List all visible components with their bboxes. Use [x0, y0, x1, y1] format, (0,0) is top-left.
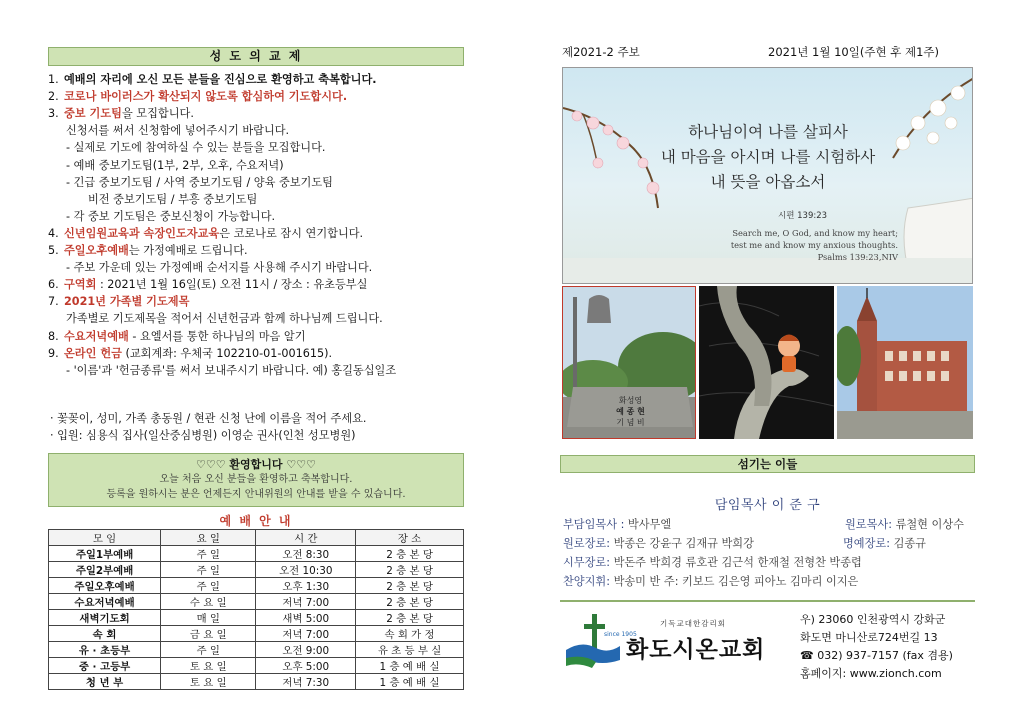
- verse-image: [562, 67, 973, 284]
- schedule-cell-time: 오전 10:30: [256, 562, 356, 578]
- news-item: [66, 208, 275, 225]
- schedule-cell-time: 저녁 7:00: [256, 594, 356, 610]
- news-item: [66, 139, 325, 156]
- schedule-row: [49, 562, 464, 578]
- news-item-highlight: 수요저녁예배: [64, 329, 129, 343]
- staff-active-label: 시무장로:: [563, 556, 614, 569]
- issue-number: 제2021-2 주보: [562, 45, 640, 59]
- news-item: [66, 174, 333, 191]
- monument-line1: 화성영: [618, 396, 643, 405]
- schedule-cell-day: 주 일: [161, 562, 256, 578]
- news-item: [48, 293, 189, 310]
- news-item-text: 신청서를 써서 신청함에 넣어주시기 바랍니다.: [66, 124, 290, 138]
- notes-list: [50, 410, 470, 444]
- schedule-row: [49, 610, 464, 626]
- news-item-highlight: 신년임원교육과 속장인도자교육: [64, 226, 220, 240]
- verse-english-line2: test me and know my anxious thoughts.: [730, 240, 898, 250]
- staff-honorary: [843, 535, 926, 551]
- church-denomination: 기독교대한감리회: [660, 619, 726, 628]
- schedule-cell-meeting: 유 · 초등부: [49, 642, 161, 658]
- schedule-cell-meeting: 수요저녁예배: [49, 594, 161, 610]
- news-item: [66, 122, 289, 139]
- staff-associate-label: 부담임목사 :: [563, 518, 628, 531]
- news-item-text: - 주보 가운데 있는 가정예배 순서지를 사용해 주시기 바랍니다.: [66, 261, 373, 275]
- monument-text: [583, 395, 678, 428]
- news-item: [48, 225, 363, 242]
- news-item: [66, 259, 372, 276]
- staff-choir-label: 찬양지휘:: [563, 575, 614, 588]
- verse-korean: [623, 120, 913, 195]
- schedule-cell-day: 수 요 일: [161, 594, 256, 610]
- news-item-text: - 실제로 기도에 참여하실 수 있는 분들을 모집합니다.: [66, 141, 326, 155]
- schedule-cell-place: 1 층 예 배 실: [356, 674, 464, 690]
- schedule-cell-day: 매 일: [161, 610, 256, 626]
- schedule-table: [48, 529, 464, 690]
- schedule-cell-time: 오전 9:00: [256, 642, 356, 658]
- staff-active-value: 박돈주 박희경 류호관 김근석 한재철 전형찬 박종렵: [613, 556, 862, 569]
- news-item-number: 1.: [48, 73, 59, 86]
- verse-korean-line2: 내 마음을 아시며 나를 시험하사: [660, 148, 876, 166]
- staff-emeritus: [845, 516, 964, 532]
- schedule-header-row: [49, 530, 464, 546]
- schedule-cell-time: 저녁 7:00: [256, 626, 356, 642]
- news-item-number: 7.: [48, 295, 59, 309]
- staff-choir-value: 박송미 반 주: 키보드 김은영 피아노 김마리 이지은: [613, 575, 859, 588]
- senior-pastor: 담임목사 이 준 구: [714, 498, 821, 513]
- news-item-number: 4.: [48, 226, 59, 240]
- schedule-cell-meeting: 중 · 고등부: [49, 658, 161, 674]
- news-item-number: 2.: [48, 90, 59, 104]
- staff-elders-value: 박종은 강윤구 김재규 박희강: [613, 537, 754, 550]
- news-item: [48, 105, 194, 122]
- church-address2: 화도면 마니산로724번길 13: [800, 631, 938, 644]
- schedule-table-wrap: [48, 529, 464, 690]
- verse-english-line3: Psalms 139:23,NIV: [817, 252, 898, 262]
- news-item-text: (교회계좌: 우체국 102210-01-001615).: [121, 346, 333, 360]
- monument-line3: 기 념 비: [616, 418, 645, 427]
- news-item-text: 2021년 가족별 기도제목: [64, 295, 190, 309]
- news-item-highlight: 구역회: [64, 278, 97, 292]
- verse-korean-line3: 내 뜻을 아옵소서: [710, 173, 826, 191]
- schedule-cell-meeting: 주일오후예배: [49, 578, 161, 594]
- church-since: since 1905: [604, 631, 637, 638]
- news-item-highlight: 중보 기도팀: [64, 107, 122, 121]
- news-item-text: - 예배 중보기도팀(1부, 2부, 오후, 수요저녁): [66, 158, 284, 172]
- schedule-cell-place: 2 층 본 당: [356, 594, 464, 610]
- news-item: [66, 362, 396, 379]
- staff-associate: [563, 516, 671, 532]
- news-item: [66, 310, 383, 327]
- news-item: [48, 88, 347, 105]
- note-hospital: · 입원: 심용식 집사(일산중심병원) 이영순 권사(인천 성모병원): [50, 429, 356, 442]
- schedule-row: [49, 626, 464, 642]
- schedule-row: [49, 546, 464, 562]
- news-item-text: - 각 중보 기도팀은 중보신청이 가능합니다.: [66, 209, 276, 223]
- news-item-text: 는 가정예배로 드립니다.: [128, 244, 248, 257]
- cross-logo-icon: [562, 610, 622, 670]
- footer-divider: [560, 600, 975, 602]
- church-address1: 우) 23060 인천광역시 강화군: [800, 613, 946, 626]
- news-item-highlight: 온라인 헌금: [64, 346, 122, 360]
- staff-emeritus-label: 원로목사:: [845, 518, 896, 531]
- schedule-cell-time: 저녁 7:30: [256, 674, 356, 690]
- news-item-text: 을 모집합니다.: [121, 107, 194, 121]
- news-item-number: 9.: [48, 346, 59, 360]
- welcome-box: [48, 453, 464, 507]
- news-item-text: 예배의 자리에 오신 모든 분들을 진심으로 환영하고 축복합니다.: [64, 73, 377, 86]
- staff-active: [563, 554, 862, 570]
- schedule-cell-time: 새벽 5:00: [256, 610, 356, 626]
- schedule-cell-place: 2 층 본 당: [356, 562, 464, 578]
- church-name: 화도시온교회: [626, 637, 766, 663]
- schedule-cell-place: 속 회 가 정: [356, 626, 464, 642]
- staff-elders: [563, 535, 754, 551]
- schedule-cell-day: 주 일: [161, 546, 256, 562]
- photo-bell-monument: [562, 286, 696, 439]
- schedule-row: [49, 642, 464, 658]
- schedule-header-day: 요 일: [161, 530, 256, 546]
- church-logo: [562, 610, 792, 670]
- schedule-cell-place: 2 층 본 당: [356, 546, 464, 562]
- news-item-text: - '이름'과 '헌금종류'를 써서 보내주시기 바랍니다. 예) 홍길동십일조: [66, 363, 397, 377]
- schedule-header-time: 시 간: [256, 530, 356, 546]
- verse-korean-line1: 하나님이여 나를 살피사: [688, 123, 848, 141]
- news-item-text: 코로나 바이러스가 확산되지 않도록 합심하여 기도합시다.: [64, 90, 348, 104]
- schedule-cell-day: 토 요 일: [161, 658, 256, 674]
- news-list: [48, 71, 468, 379]
- note-flowers: · 꽃꽂이, 성미, 가족 총동원 / 현관 신청 난에 이름을 적어 주세요.: [50, 412, 367, 425]
- welcome-line1: 오늘 처음 오신 분들을 환영하고 축복합니다.: [159, 474, 353, 485]
- news-item: [48, 71, 377, 88]
- schedule-row: [49, 594, 464, 610]
- schedule-cell-meeting: 새벽기도회: [49, 610, 161, 626]
- staff-associate-value: 박사무엘: [627, 518, 672, 531]
- monument-line2: 예 종 현: [616, 407, 645, 416]
- welcome-title: ♡♡♡ 환영합니다 ♡♡♡: [196, 458, 316, 471]
- staff-emeritus-value: 류철현 이상수: [895, 518, 964, 531]
- schedule-header-place: 장 소: [356, 530, 464, 546]
- issue-date: 2021년 1월 10일(주현 후 제1주): [768, 45, 939, 59]
- staff-elders-label: 원로장로:: [563, 537, 614, 550]
- news-item-text: 비전 중보기도팀 / 부흥 중보기도팀: [88, 192, 258, 206]
- news-header: 성 도 의 교 제: [48, 47, 464, 66]
- photo-hand-child: [699, 286, 834, 439]
- schedule-row: [49, 578, 464, 594]
- schedule-cell-meeting: 주일1부예배: [49, 546, 161, 562]
- schedule-cell-place: 유 초 등 부 실: [356, 642, 464, 658]
- church-phone: ☎ 032) 937-7157 (fax 겸용): [800, 649, 953, 662]
- staff-choir: [563, 573, 858, 589]
- news-item: [88, 191, 257, 208]
- schedule-cell-meeting: 속 회: [49, 626, 161, 642]
- news-item-text: 은 코로나로 잠시 연기합니다.: [219, 226, 364, 240]
- schedule-cell-time: 오후 5:00: [256, 658, 356, 674]
- schedule-cell-day: 주 일: [161, 642, 256, 658]
- staff-honorary-label: 명예장로:: [843, 537, 894, 550]
- welcome-line2: 등록을 원하시는 분은 언제든지 안내위원의 안내를 받을 수 있습니다.: [106, 489, 406, 500]
- news-item-number: 8.: [48, 329, 59, 343]
- verse-english-line1: Search me, O God, and know my heart;: [732, 228, 898, 238]
- news-item-text: - 긴급 중보기도팀 / 사역 중보기도팀 / 양육 중보기도팀: [66, 175, 333, 189]
- news-item-text: : 2021년 1월 16일(토) 오전 11시 / 장소 : 유초등부실: [96, 278, 368, 292]
- verse-ref-korean: 시편 139:23: [778, 211, 828, 221]
- schedule-cell-place: 2 층 본 당: [356, 578, 464, 594]
- schedule-header-meeting: 모 임: [49, 530, 161, 546]
- news-item: [48, 276, 367, 293]
- news-item-text: 가족별로 기도제목을 적어서 신년헌금과 함께 하나님께 드립니다.: [66, 312, 383, 326]
- schedule-cell-day: 금 요 일: [161, 626, 256, 642]
- schedule-cell-meeting: 청 년 부: [49, 674, 161, 690]
- schedule-cell-day: 주 일: [161, 578, 256, 594]
- photo-church-building: [837, 286, 973, 439]
- news-item-number: 5.: [48, 244, 59, 257]
- hand-child-illustration: [699, 286, 834, 439]
- news-item-number: 6.: [48, 278, 59, 292]
- servants-header: 섬기는 이들: [560, 455, 975, 473]
- church-homepage: 홈페이지: www.zionch.com: [800, 667, 942, 680]
- church-building-scene: [837, 286, 973, 439]
- news-item: [66, 157, 284, 174]
- news-item: [48, 242, 248, 259]
- news-item-highlight: 주일오후예배: [64, 244, 129, 257]
- staff-honorary-value: 김종규: [893, 537, 926, 550]
- schedule-cell-time: 오전 8:30: [256, 546, 356, 562]
- schedule-cell-day: 토 요 일: [161, 674, 256, 690]
- schedule-cell-place: 2 층 본 당: [356, 610, 464, 626]
- verse-english: [668, 227, 898, 263]
- church-contact: [800, 611, 980, 683]
- news-item-number: 3.: [48, 107, 59, 121]
- news-item-text: - 요엘서를 통한 하나님의 마음 알기: [128, 329, 306, 343]
- schedule-cell-meeting: 주일2부예배: [49, 562, 161, 578]
- schedule-cell-place: 1 층 예 배 실: [356, 658, 464, 674]
- schedule-cell-time: 오후 1:30: [256, 578, 356, 594]
- schedule-row: [49, 658, 464, 674]
- schedule-title: 예 배 안 내: [219, 514, 293, 528]
- news-item: [48, 328, 306, 345]
- schedule-row: [49, 674, 464, 690]
- news-item: [48, 345, 332, 362]
